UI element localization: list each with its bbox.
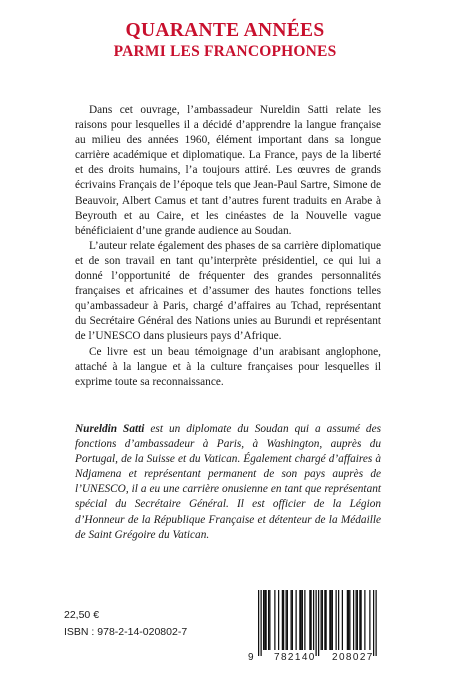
barcode-bar [376,590,377,656]
author-name: Nureldin Satti [75,423,145,435]
barcode-bar [338,590,339,650]
barcode-bar [263,590,264,650]
barcode-bar [286,590,287,650]
barcode-bar [353,590,354,650]
barcode-bar [299,590,300,650]
barcode-bar [264,590,265,650]
barcode-bars [248,590,386,656]
barcode-bar [369,590,370,650]
barcode-bar [361,590,362,650]
barcode-bar [347,590,348,650]
barcode-bar [326,590,327,650]
barcode-bar [373,590,374,656]
barcode-bar [261,590,262,656]
barcode-first-digit: 9 [248,652,254,663]
barcode-bar [304,590,305,650]
barcode-bar [357,590,358,650]
barcode-bar [359,590,360,650]
barcode-bar [268,590,269,650]
barcode-right-group: 208027 [332,652,374,663]
barcode-bar [349,590,350,650]
barcode-bar [287,590,288,650]
barcode-bar [283,590,284,650]
barcode-bar [342,590,343,650]
author-biography-text: est un diplomate du Soudan qui a assumé des fonctions d’ambassadeur à Paris, à Washington, auprès du Portugal, de la Suisse et du Vatican. Également chargé d’affaires à Ndjamena et représentant permanent de son pays auprès de l’UNESCO, il a eu une carrière onusienne en tant que représentant spécial du Secrétaire Général. Il est officier de la Légion d’Honneur de la République Française et détenteur de la Médaille de Saint Grégoire du Vatican. [75,423,381,541]
barcode-bar [316,590,317,656]
ean-barcode [248,590,386,668]
barcode-bar [364,590,365,650]
barcode-left-group: 782140 [274,652,316,663]
barcode-bar [324,590,325,650]
title-line-1: QUARANTE ANNÉES [125,20,325,41]
barcode-bar [274,590,275,650]
book-title [0,20,450,61]
barcode-bar [318,590,319,656]
barcode-bar [302,590,303,650]
summary-paragraph-2: L’auteur relate également des phases de sa carrière diplomatique et de son travail en tant qu’interprète présidentiel, ce qui lui a donné l’opportunité de fréquenter des grandes personnalités françaises et africaines et d’assumer des hautes fonctions telles qu’ambassadeur à Paris, chargé d’affaires au Tchad, représentant du Secrétaire Général des Nations unies au Burundi et représentant de l’UNESCO dans plusieurs pays d’Afrique. [75,239,381,343]
barcode-digits [248,652,386,666]
barcode-bar [322,590,323,650]
barcode-bar [266,590,267,650]
barcode-bar [331,590,332,650]
barcode-bar [348,590,349,650]
barcode-bar [301,590,302,650]
barcode-bar [313,590,314,650]
price-label: 22,50 € [64,609,100,621]
book-summary [75,103,381,390]
barcode-bar [269,590,270,650]
barcode-bar [321,590,322,650]
barcode-bar [311,590,312,650]
barcode-bar [291,590,292,650]
barcode-bar [336,590,337,650]
barcode-bar [278,590,279,650]
barcode-bar [258,590,259,656]
summary-paragraph-3: Ce livre est un beau témoignage d’un arabisant anglophone, attaché à la langue et à la culture françaises pour lesquelles il exprime toute sa reconnaissance. [75,345,381,388]
summary-paragraph-1: Dans cet ouvrage, l’ambassadeur Nureldin Satti relate les raisons pour lesquelles il a décidé d’apprendre la langue française au milieu des années 1960, élément important dans sa longue carrière académique et diplomatique. La France, pays de la liberté et des droits humains, l’a toujours attiré. Les œuvres de grands écrivains Français de l’époque tels que Jean-Paul Sartre, Simone de Beauvoir, Albert Camus et tant d’autres furent traduits en Arabe à Beyrouth et au Caire, et les cinéastes de la Nouvelle vague bénéficiaient d’une grande audience au Soudan. [75,104,381,237]
isbn-label: ISBN : 978-2-14-020802-7 [64,626,188,638]
barcode-bar [296,590,297,650]
author-biography [75,422,381,543]
barcode-bar [356,590,357,650]
barcode-bar [329,590,330,650]
barcode-bar [282,590,283,650]
title-line-2: PARMI LES FRANCOPHONES [113,43,337,60]
barcode-bar [332,590,333,650]
barcode-bar [309,590,310,650]
barcode-bar [292,590,293,650]
